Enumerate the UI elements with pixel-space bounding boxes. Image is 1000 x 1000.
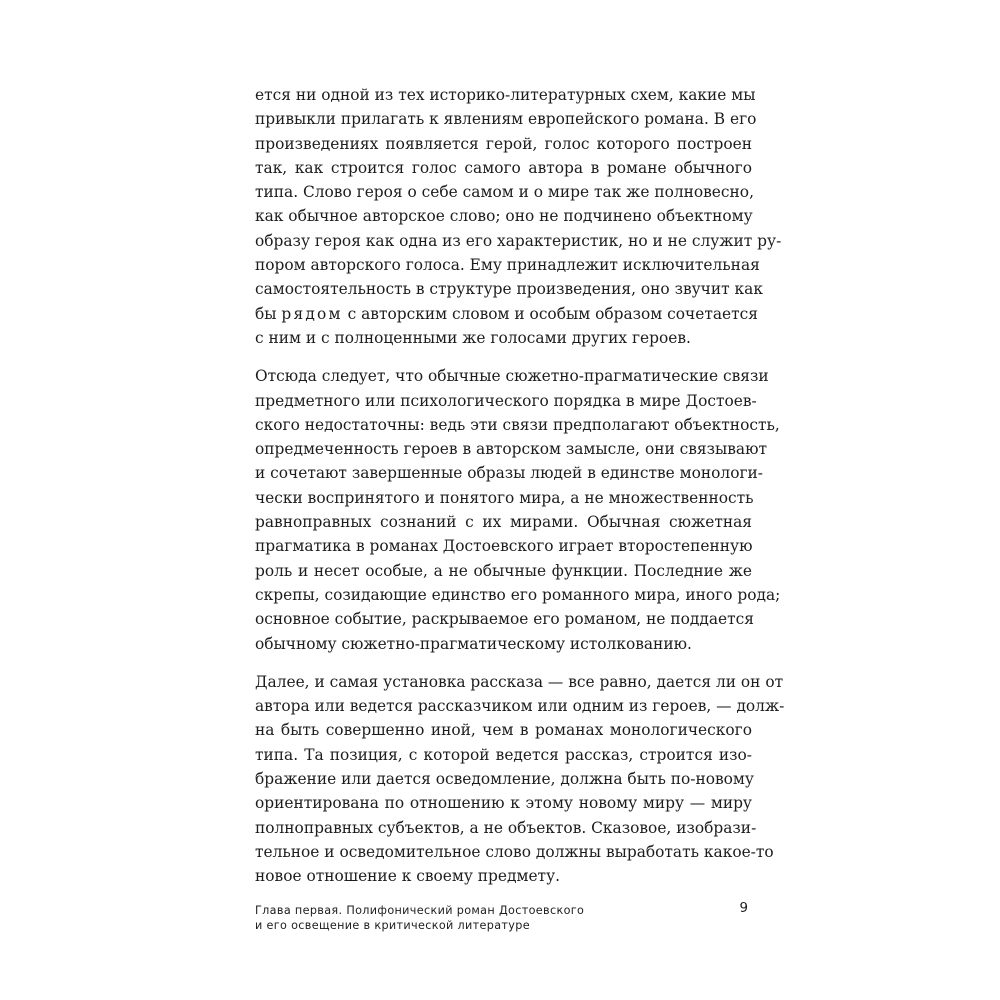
line-text: пором авторского голоса. Ему принадлежит исключительная (255, 256, 760, 275)
line-text: как обычное авторское слово; оно не подчинено объектному (255, 207, 753, 226)
text-line (255, 583, 781, 607)
line-text: Далее, и самая установка рассказа — все равно, дается ли он от (255, 672, 784, 691)
text-line (255, 389, 757, 413)
text-line (255, 816, 757, 840)
line-text: самостоятельность в структуре произведения, оно звучит как (255, 280, 763, 299)
chapter-title-line-2: и его освещение в критической литературе (255, 918, 530, 932)
text-line (255, 156, 752, 180)
text-line (255, 743, 752, 767)
text-line (255, 607, 752, 631)
line-text: роль и несет особые, а не обычные функции. Последние же (255, 561, 752, 580)
text-line (255, 326, 752, 350)
line-text: основное событие, раскрываемое его романом, не поддается (255, 610, 754, 629)
text-line (255, 694, 785, 718)
line-text: с авторским словом и особым образом сочетается (342, 304, 758, 323)
line-text: предметного или психологического порядка в мире Достоев- (255, 391, 757, 410)
text-line (255, 718, 752, 742)
paragraph (255, 670, 785, 889)
line-text: Отсюда следует, что обычные сюжетно-прагматические связи (255, 367, 769, 386)
text-line (255, 864, 752, 888)
line-text: бы (255, 304, 282, 323)
line-text: привыкли прилагать к явлениям европейского романа. В его (255, 110, 757, 129)
text-line (255, 791, 752, 815)
line-text: опредмеченность героев в авторском замысле, они связывают (255, 440, 768, 459)
text-line (255, 277, 763, 301)
text-line (255, 364, 769, 388)
text-line (255, 670, 784, 694)
text-line (255, 107, 757, 131)
line-text: бражение или дается осведомление, должна быть по-новому (255, 770, 754, 789)
chapter-title (255, 904, 685, 933)
line-text: и сочетают завершенные образы людей в единстве монологи- (255, 464, 763, 483)
line-text: ориентирована по отношению к этому новому миру — миру (255, 794, 752, 813)
body-text (255, 83, 785, 903)
line-text: автора или ведется рассказчиком или одним из героев, — долж- (255, 697, 785, 716)
line-text: равноправных сознаний с их мирами. Обычная сюжетная (255, 513, 752, 532)
text-line (255, 253, 760, 277)
line-text: тельное и осведомительное слово должны выработать какое-то (255, 842, 774, 861)
text-line (255, 204, 752, 228)
line-text: типа. Слово героя о себе самом и о мире так же полновесно, (255, 183, 754, 202)
text-line (255, 840, 774, 864)
running-footer (255, 901, 752, 933)
text-line (255, 132, 752, 156)
line-text: так, как строится голос самого автора в романе обычного (255, 158, 752, 177)
page-number: 9 (739, 901, 748, 916)
chapter-title-line-1: Глава первая. Полифонический роман Достоевского (255, 904, 585, 917)
text-line (255, 413, 780, 437)
paragraph (255, 83, 782, 350)
text-line (255, 229, 782, 253)
line-text: чески воспринятого и понятого мира, а не множественность (255, 488, 754, 507)
text-line (255, 486, 752, 510)
text-line (255, 534, 752, 558)
text-line (255, 559, 752, 583)
text-line (255, 461, 763, 485)
line-text: новое отношение к своему предмету. (255, 867, 561, 886)
line-text: произведениях появляется герой, голос которого построен (255, 134, 752, 153)
text-line (255, 83, 756, 107)
paragraph (255, 364, 781, 656)
text-line (255, 180, 752, 204)
line-text: на быть совершенно иной, чем в романах монологического (255, 721, 752, 740)
line-text: типа. Та позиция, с которой ведется рассказ, строится изо- (255, 745, 752, 764)
line-text: ется ни одной из тех историко-литературных схем, какие мы (255, 86, 756, 104)
line-text: ского недостаточны: ведь эти связи предполагают объектность, (255, 415, 780, 434)
line-text: полноправных субъектов, а не объектов. Сказовое, изобрази- (255, 818, 757, 837)
text-line (255, 767, 752, 791)
text-line (255, 632, 752, 656)
text-line (255, 510, 752, 534)
line-text: образу героя как одна из его характеристик, но и не служит ру- (255, 231, 782, 250)
emphasized-word: рядом (281, 304, 343, 323)
line-text: прагматика в романах Достоевского играет второстепенную (255, 537, 753, 556)
line-text: скрепы, созидающие единство его романного мира, иного рода; (255, 585, 781, 604)
text-line (255, 437, 768, 461)
line-text: обычному сюжетно-прагматическому истолкованию. (255, 634, 692, 653)
line-text: с ним и с полноценными же голосами других героев. (255, 328, 691, 347)
text-line (255, 302, 758, 326)
